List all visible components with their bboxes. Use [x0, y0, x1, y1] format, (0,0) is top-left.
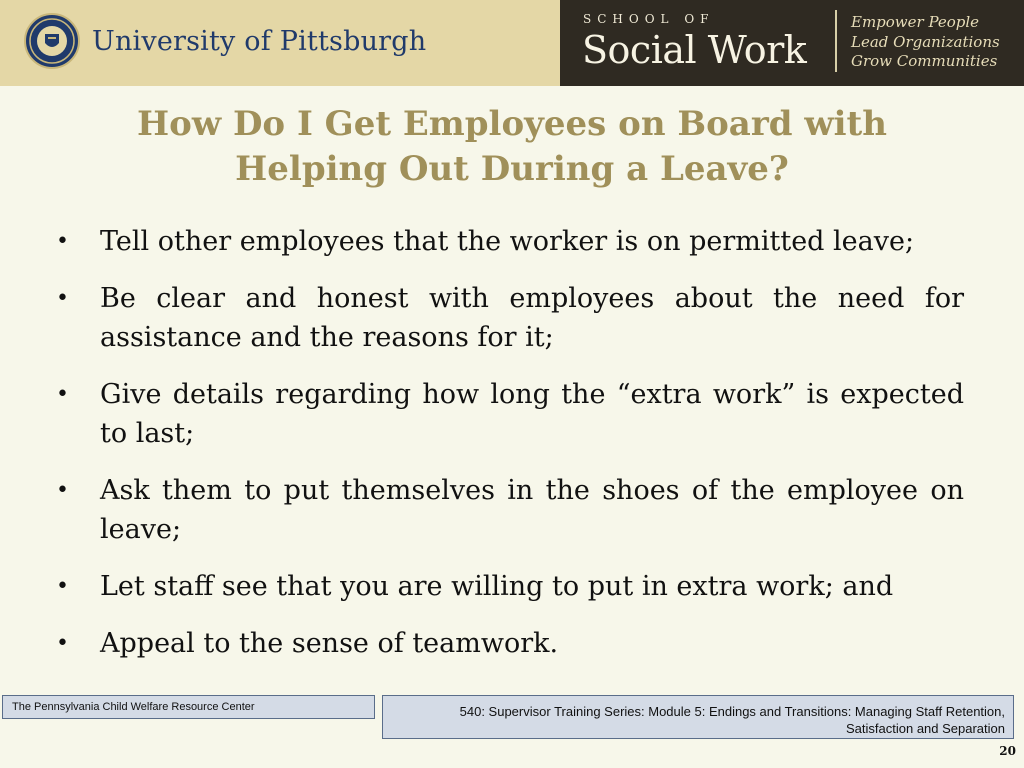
- bullet-item: • Give details regarding how long the “extra work” is expected to last;: [56, 375, 964, 453]
- bullet-item: • Be clear and honest with employees about the need for assistance and the reasons for it;: [56, 279, 964, 357]
- bullet-item: • Let staff see that you are willing to put in extra work; and: [56, 567, 964, 606]
- bullet-item: • Ask them to put themselves in the shoes of the employee on leave;: [56, 471, 964, 549]
- bullet-list: [56, 222, 964, 681]
- school-of-label: SCHOOL OF: [583, 12, 715, 26]
- footer-organization-label: The Pennsylvania Child Welfare Resource Center: [12, 701, 255, 713]
- header-divider: [835, 10, 837, 72]
- social-work-label: Social Work: [582, 28, 807, 72]
- bullet-dot-icon: •: [56, 631, 69, 656]
- bullet-dot-icon: •: [56, 229, 69, 254]
- bullet-dot-icon: •: [56, 382, 69, 407]
- page-number: 20: [999, 744, 1016, 758]
- title-line-1: How Do I Get Employees on Board with: [137, 104, 887, 144]
- footer-organization: [2, 695, 375, 719]
- university-banner: [0, 0, 560, 86]
- bullet-dot-icon: •: [56, 574, 69, 599]
- header-banner: [0, 0, 1024, 86]
- tagline-1: Empower People: [851, 13, 980, 31]
- tagline-2: Lead Organizations: [851, 33, 1000, 51]
- title-line-2: Helping Out During a Leave?: [235, 149, 789, 189]
- university-seal-icon: [24, 13, 80, 69]
- footer-module-info: 540: Supervisor Training Series: Module 5: Endings and Transitions: Managing Staff Retention, Satisfaction and Separation: [382, 695, 1014, 739]
- bullet-dot-icon: •: [56, 478, 69, 503]
- slide-title: [60, 102, 964, 192]
- tagline-3: Grow Communities: [851, 52, 998, 70]
- bullet-dot-icon: •: [56, 286, 69, 311]
- bullet-item: • Tell other employees that the worker is on permitted leave;: [56, 222, 964, 261]
- university-name: University of Pittsburgh: [92, 26, 427, 57]
- bullet-item: • Appeal to the sense of teamwork.: [56, 624, 964, 663]
